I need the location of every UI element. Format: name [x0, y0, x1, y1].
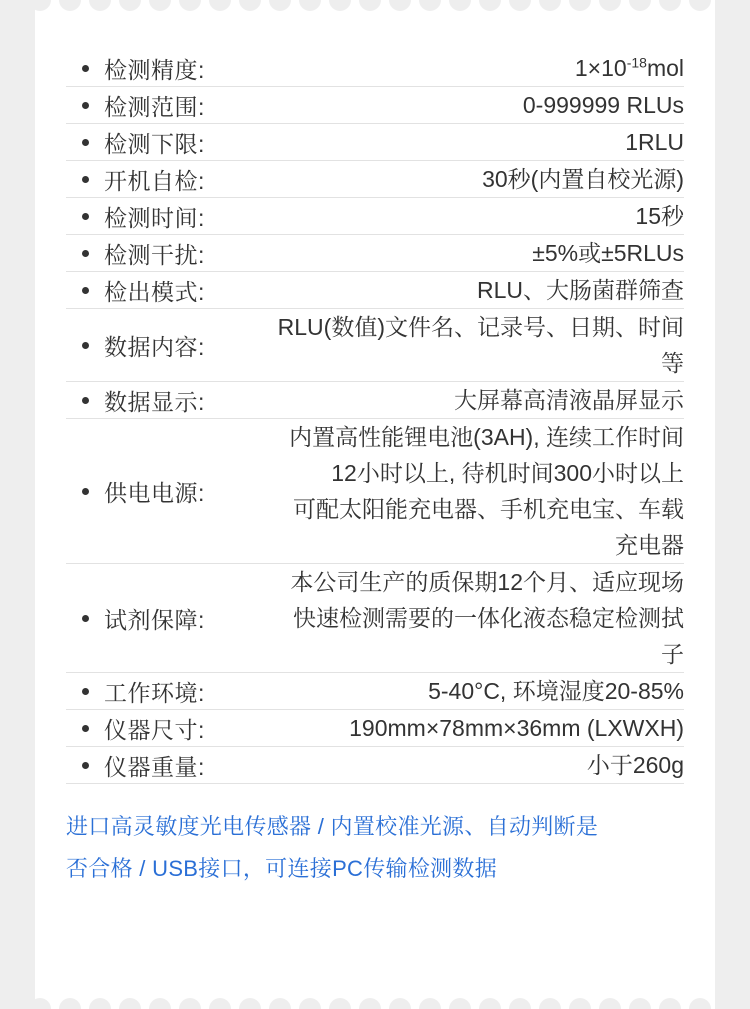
spec-value-line: 内置高性能锂电池(3AH), 连续工作时间 [289, 424, 684, 450]
scallop-dot [89, 998, 111, 1009]
table-row [66, 198, 684, 235]
spec-value [274, 382, 684, 419]
spec-label: 数据内容: [104, 333, 205, 360]
scallop-dot [299, 0, 321, 11]
spec-value [274, 747, 684, 784]
bullet-icon [66, 87, 104, 124]
spec-value-line: 5-40°C, 环境湿度20-85% [428, 678, 684, 704]
scallop-dot [419, 0, 441, 11]
scallop-dot [539, 998, 561, 1009]
scallop-dot [509, 0, 531, 11]
spec-label: 试剂保障: [104, 606, 205, 633]
scallop-dot [509, 998, 531, 1009]
table-row [66, 564, 684, 673]
scallop-dot [419, 998, 441, 1009]
specification-table [66, 50, 684, 784]
spec-value [274, 198, 684, 235]
bullet-icon [66, 419, 104, 564]
table-row [66, 382, 684, 419]
scallop-dot [389, 0, 411, 11]
bullet-icon [66, 673, 104, 710]
scallop-dot [479, 998, 501, 1009]
spec-card [35, 0, 715, 1009]
scallop-dot [59, 0, 81, 11]
spec-value [274, 235, 684, 272]
spec-label: 检出模式: [104, 278, 205, 305]
footnote-line: 进口高灵敏度光电传感器 / 内置校准光源、自动判断是 [66, 814, 599, 839]
scallop-dot [119, 998, 141, 1009]
scallop-dot [689, 0, 711, 11]
scallop-dot [35, 0, 51, 11]
table-row [66, 161, 684, 198]
spec-label: 供电电源: [104, 479, 205, 506]
spec-value [274, 272, 684, 309]
scallop-dot [149, 998, 171, 1009]
scallop-dot [209, 998, 231, 1009]
table-row [66, 419, 684, 564]
scallop-dot [179, 0, 201, 11]
spec-value [274, 564, 684, 673]
spec-value-line: 1RLU [625, 129, 684, 155]
spec-label: 仪器重量: [104, 753, 205, 780]
scallop-dot [329, 0, 351, 11]
bullet-icon [66, 272, 104, 309]
scallop-dot [659, 998, 681, 1009]
scallop-dot [239, 0, 261, 11]
bullet-icon [66, 50, 104, 87]
spec-value-line: $1\times 10^{-18}mol$ [574, 54, 684, 81]
scallop-dot [629, 998, 651, 1009]
spec-label: 检测精度: [104, 56, 205, 83]
spec-label: 检测时间: [104, 204, 205, 231]
spec-value [274, 419, 684, 564]
spec-value [274, 124, 684, 161]
table-row [66, 272, 684, 309]
table-row [66, 50, 684, 87]
scallop-dot [629, 0, 651, 11]
scallop-dot [569, 998, 591, 1009]
scallop-dot [659, 0, 681, 11]
spec-value-line: RLU、大肠菌群筛查 [476, 277, 684, 303]
bullet-icon [66, 382, 104, 419]
scallop-dot [89, 0, 111, 11]
bullet-icon [66, 747, 104, 784]
card-top-scallop-edge [35, 0, 715, 22]
scallop-dot [389, 998, 411, 1009]
scallop-dot [539, 0, 561, 11]
spec-value [274, 309, 684, 382]
spec-label: 检测下限: [104, 130, 205, 157]
table-row [66, 673, 684, 710]
scallop-dot [689, 998, 711, 1009]
spec-label: 检测干扰: [104, 241, 205, 268]
bullet-icon [66, 198, 104, 235]
spec-value [274, 161, 684, 198]
bullet-icon [66, 309, 104, 382]
scallop-dot [269, 998, 291, 1009]
spec-label: 数据显示: [104, 388, 205, 415]
spec-value-line: RLU(数值)文件名、记录号、日期、时间等 [277, 314, 684, 376]
table-row [66, 747, 684, 784]
table-row [66, 87, 684, 124]
bullet-icon [66, 235, 104, 272]
spec-value-line: 大屏幕高清液晶屏显示 [454, 387, 684, 413]
spec-value-line: 快速检测需要的一体化液态稳定检测拭子 [293, 605, 684, 667]
scallop-dot [449, 998, 471, 1009]
spec-value-line: 12小时以上, 待机时间300小时以上 [331, 460, 684, 486]
scallop-dot [359, 998, 381, 1009]
scallop-dot [479, 0, 501, 11]
spec-value-line: 30秒(内置自校光源) [482, 166, 684, 192]
bullet-icon [66, 564, 104, 673]
scallop-dot [359, 0, 381, 11]
spec-value-line: 本公司生产的质保期12个月、适应现场 [290, 569, 684, 595]
bullet-icon [66, 161, 104, 198]
scallop-dot [599, 998, 621, 1009]
scallop-dot [119, 0, 141, 11]
table-row [66, 309, 684, 382]
table-row [66, 710, 684, 747]
spec-value [274, 87, 684, 124]
scallop-dot [209, 0, 231, 11]
spec-label: 工作环境: [104, 679, 205, 706]
scallop-dot [269, 0, 291, 11]
specification-table-body [66, 50, 684, 784]
spec-value-line: 可配太阳能充电器、手机充电宝、车载充电器 [293, 496, 684, 558]
spec-value-line: 0-999999 RLUs [522, 92, 684, 118]
scallop-dot [149, 0, 171, 11]
scallop-dot [299, 998, 321, 1009]
table-row [66, 235, 684, 272]
scallop-dot [239, 998, 261, 1009]
spec-value [274, 673, 684, 710]
spec-value-line: 190mm×78mm×36mm (LXWXH) [349, 715, 684, 741]
footnote-text [66, 806, 684, 890]
footnote-line: 否合格 / USB接口，可连接PC传输检测数据 [66, 856, 498, 881]
scallop-dot [35, 998, 51, 1009]
card-bottom-scallop-edge [35, 987, 715, 1009]
scallop-dot [179, 998, 201, 1009]
card-content [35, 22, 715, 890]
scallop-dots-top [35, 0, 715, 11]
spec-value [274, 710, 684, 747]
scallop-dot [599, 0, 621, 11]
scallop-dot [59, 998, 81, 1009]
table-row [66, 124, 684, 161]
spec-label: 仪器尺寸: [104, 716, 205, 743]
bullet-icon [66, 124, 104, 161]
spec-value-line: ±5%或±5RLUs [532, 240, 684, 266]
scallop-dot [329, 998, 351, 1009]
spec-label: 检测范围: [104, 93, 205, 120]
bullet-icon [66, 710, 104, 747]
scallop-dot [449, 0, 471, 11]
spec-value [274, 50, 684, 87]
spec-value-line: 15秒 [635, 203, 684, 229]
scallop-dots-bottom [35, 998, 715, 1009]
spec-label: 开机自检: [104, 167, 205, 194]
scallop-dot [569, 0, 591, 11]
spec-value-line: 小于260g [586, 752, 684, 778]
